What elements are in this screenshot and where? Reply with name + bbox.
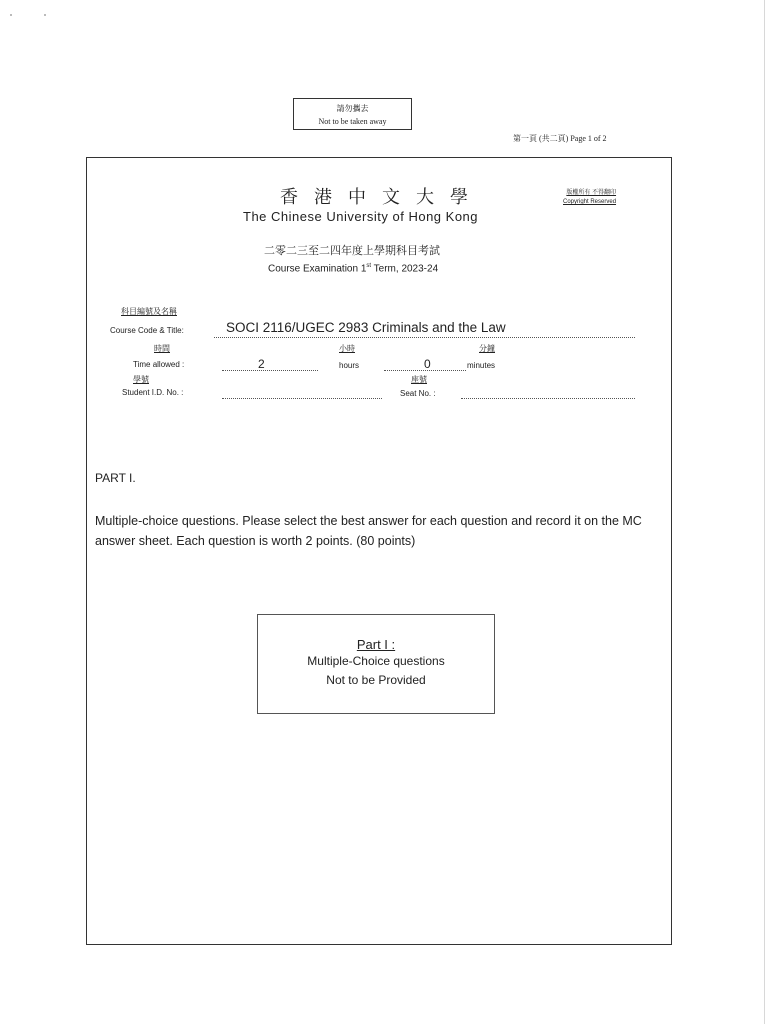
course-code-value: SOCI 2116/UGEC 2983 Criminals and the Law [226,320,506,335]
scan-speck [44,14,46,16]
university-name-zh: 香港中文大學 [280,187,484,208]
part-title: PART I. [95,471,136,485]
seat-label-zh: 座號 [411,375,427,384]
seat-label-en: Seat No. : [400,389,436,398]
minutes-value: 0 [424,357,431,371]
copyright-notice [563,189,616,207]
time-label-en: Time allowed : [133,360,185,369]
student-id-label-zh: 學號 [133,375,149,384]
time-label-zh: 時間 [154,344,170,353]
exam-title-prefix: Course Examination 1 [268,263,367,275]
copyright-en: Copyright Reserved [563,199,617,205]
seat-line [461,398,635,399]
exam-title-en [268,263,438,274]
minutes-line [384,370,466,371]
hours-value: 2 [258,357,265,371]
minutes-label-en: minutes [467,361,496,370]
mc-notice-line2: Not to be Provided [326,673,426,687]
page-indicator: 第一頁 (共二頁) Page 1 of 2 [513,134,607,143]
hours-label-en: hours [339,361,360,370]
hours-line [222,370,318,371]
mc-notice-title: Part I : [356,637,396,652]
exam-cover-frame [86,157,672,945]
student-id-line [222,398,382,399]
minutes-label-zh: 分鐘 [479,344,495,353]
exam-title-suffix: Term, 2023-24 [371,263,439,275]
mc-notice-line1: Multiple-Choice questions [307,654,445,668]
copyright-zh: 版權所有 不得翻印 [566,190,617,196]
university-name-en: The Chinese University of Hong Kong [243,209,479,224]
do-not-take-zh: 請勿攜去 [336,104,369,113]
course-code-label-zh: 科目編號及名稱 [121,307,177,316]
scan-speck [10,14,12,16]
part-instructions: Multiple-choice questions. Please select the best answer for each question and record it on the MC answer sheet. Each question is worth 2 points. (80 points) [95,514,642,548]
mc-notice-box [257,614,495,714]
student-id-label-en: Student I.D. No. : [122,388,184,397]
not-to-be-taken-away-box [293,98,412,130]
do-not-take-en: Not to be taken away [318,117,387,126]
exam-title-sup: st [366,263,372,269]
course-code-label-en: Course Code & Title: [110,326,184,335]
page-edge [764,0,765,1024]
exam-title-zh: 二零二三至二四年度上學期科目考試 [264,245,440,257]
hours-label-zh: 小時 [339,344,355,353]
course-code-line [214,337,635,338]
